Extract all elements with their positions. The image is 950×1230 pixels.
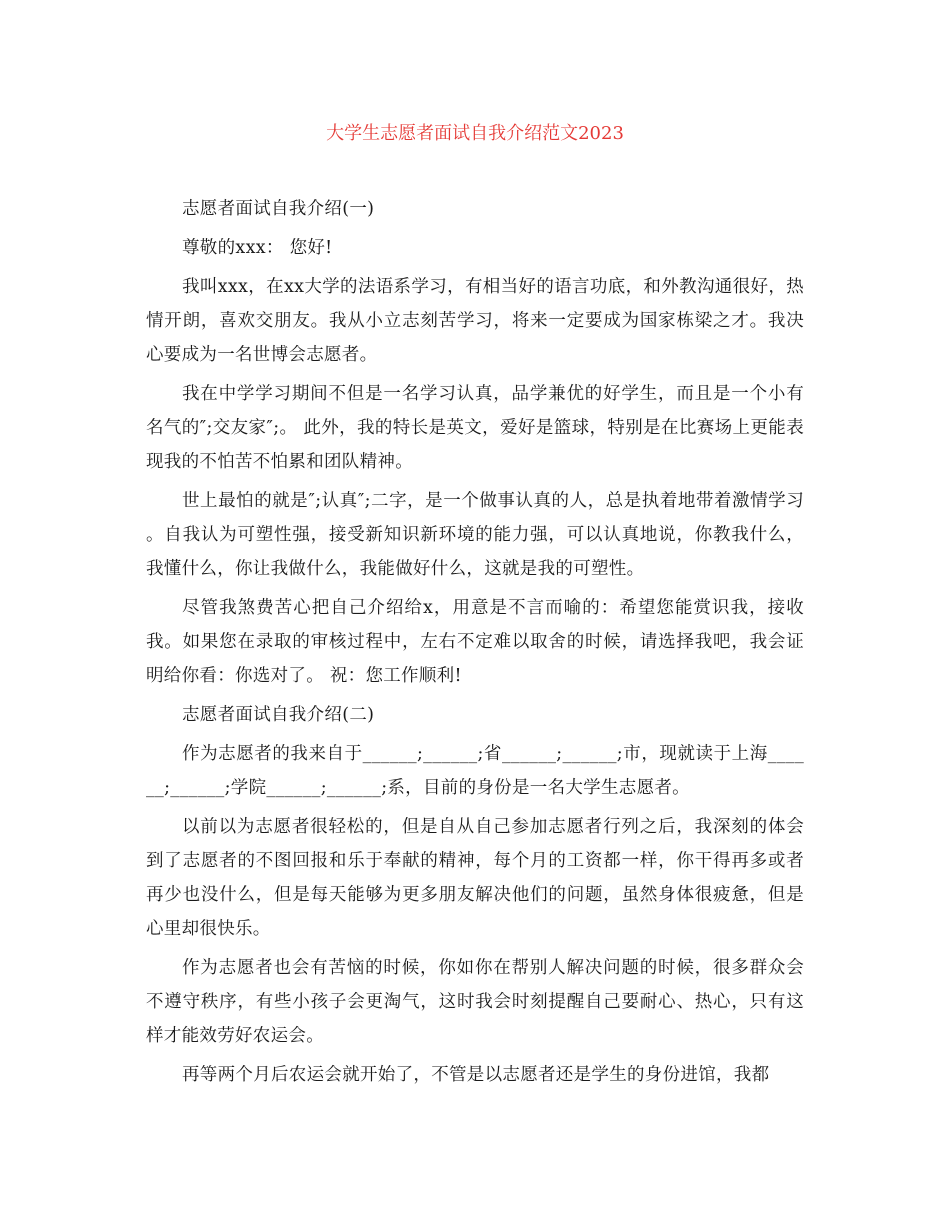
section-heading-2: 志愿者面试自我介绍(二): [182, 705, 375, 725]
salutation: 尊敬的xxx： 您好!: [182, 238, 333, 258]
page-title: 大学生志愿者面试自我介绍范文2023: [326, 123, 624, 144]
paragraph: 作为志愿者也会有苦恼的时候，你如你在帮别人解决问题的时候，很多群众会不遵守秩序，有些小孩子会更淘气，这时我会时刻提醒自己要耐心、热心，只有这样才能效劳好农运会。: [146, 958, 804, 1046]
paragraph: 我在中学学习期间不但是一名学习认真，品学兼优的好学生，而且是一个小有名气的″;交友家″;。 此外，我的特长是英文，爱好是篮球，特别是在比赛场上更能表现我的不怕苦不怕累和团队精神。: [146, 384, 804, 472]
paragraph: 以前以为志愿者很轻松的，但是自从自己参加志愿者行列之后，我深刻的体会到了志愿者的不图回报和乐于奉献的精神，每个月的工资都一样，你干得再多或者再少也没什么，但是每天能够为更多朋友解决他们的问题，虽然身体很疲惫，但是心里却很快乐。: [146, 817, 804, 939]
paragraph: 作为志愿者的我来自于______;______;省______;______;市，现就读于上海______;______;学院______;______;系，目前的身份是一名大学生志愿者。: [146, 744, 804, 798]
paragraph: 我叫xxx，在xx大学的法语系学习，有相当好的语言功底，和外教沟通很好，热情开朗，喜欢交朋友。我从小立志刻苦学习，将来一定要成为国家栋梁之才。我决心要成为一名世博会志愿者。: [146, 277, 804, 365]
paragraph: 再等两个月后农运会就开始了，不管是以志愿者还是学生的身份进馆，我都: [182, 1065, 770, 1085]
paragraph: 尽管我煞费苦心把自己介绍给x，用意是不言而喻的：希望您能赏识我，接收我。如果您在录取的审核过程中，左右不定难以取舍的时候，请选择我吧，我会证明给你看：你选对了。 祝：您工作顺利!: [146, 598, 804, 686]
document-body: [146, 192, 804, 1097]
section-heading-1: 志愿者面试自我介绍(一): [182, 199, 375, 219]
paragraph: 世上最怕的就是″;认真″;二字，是一个做事认真的人，总是执着地带着激情学习 。自我认为可塑性强，接受新知识新环境的能力强，可以认真地说，你教我什么，我懂什么，你让我做什么，我能做好什么，这就是我的可塑性。: [146, 491, 804, 579]
